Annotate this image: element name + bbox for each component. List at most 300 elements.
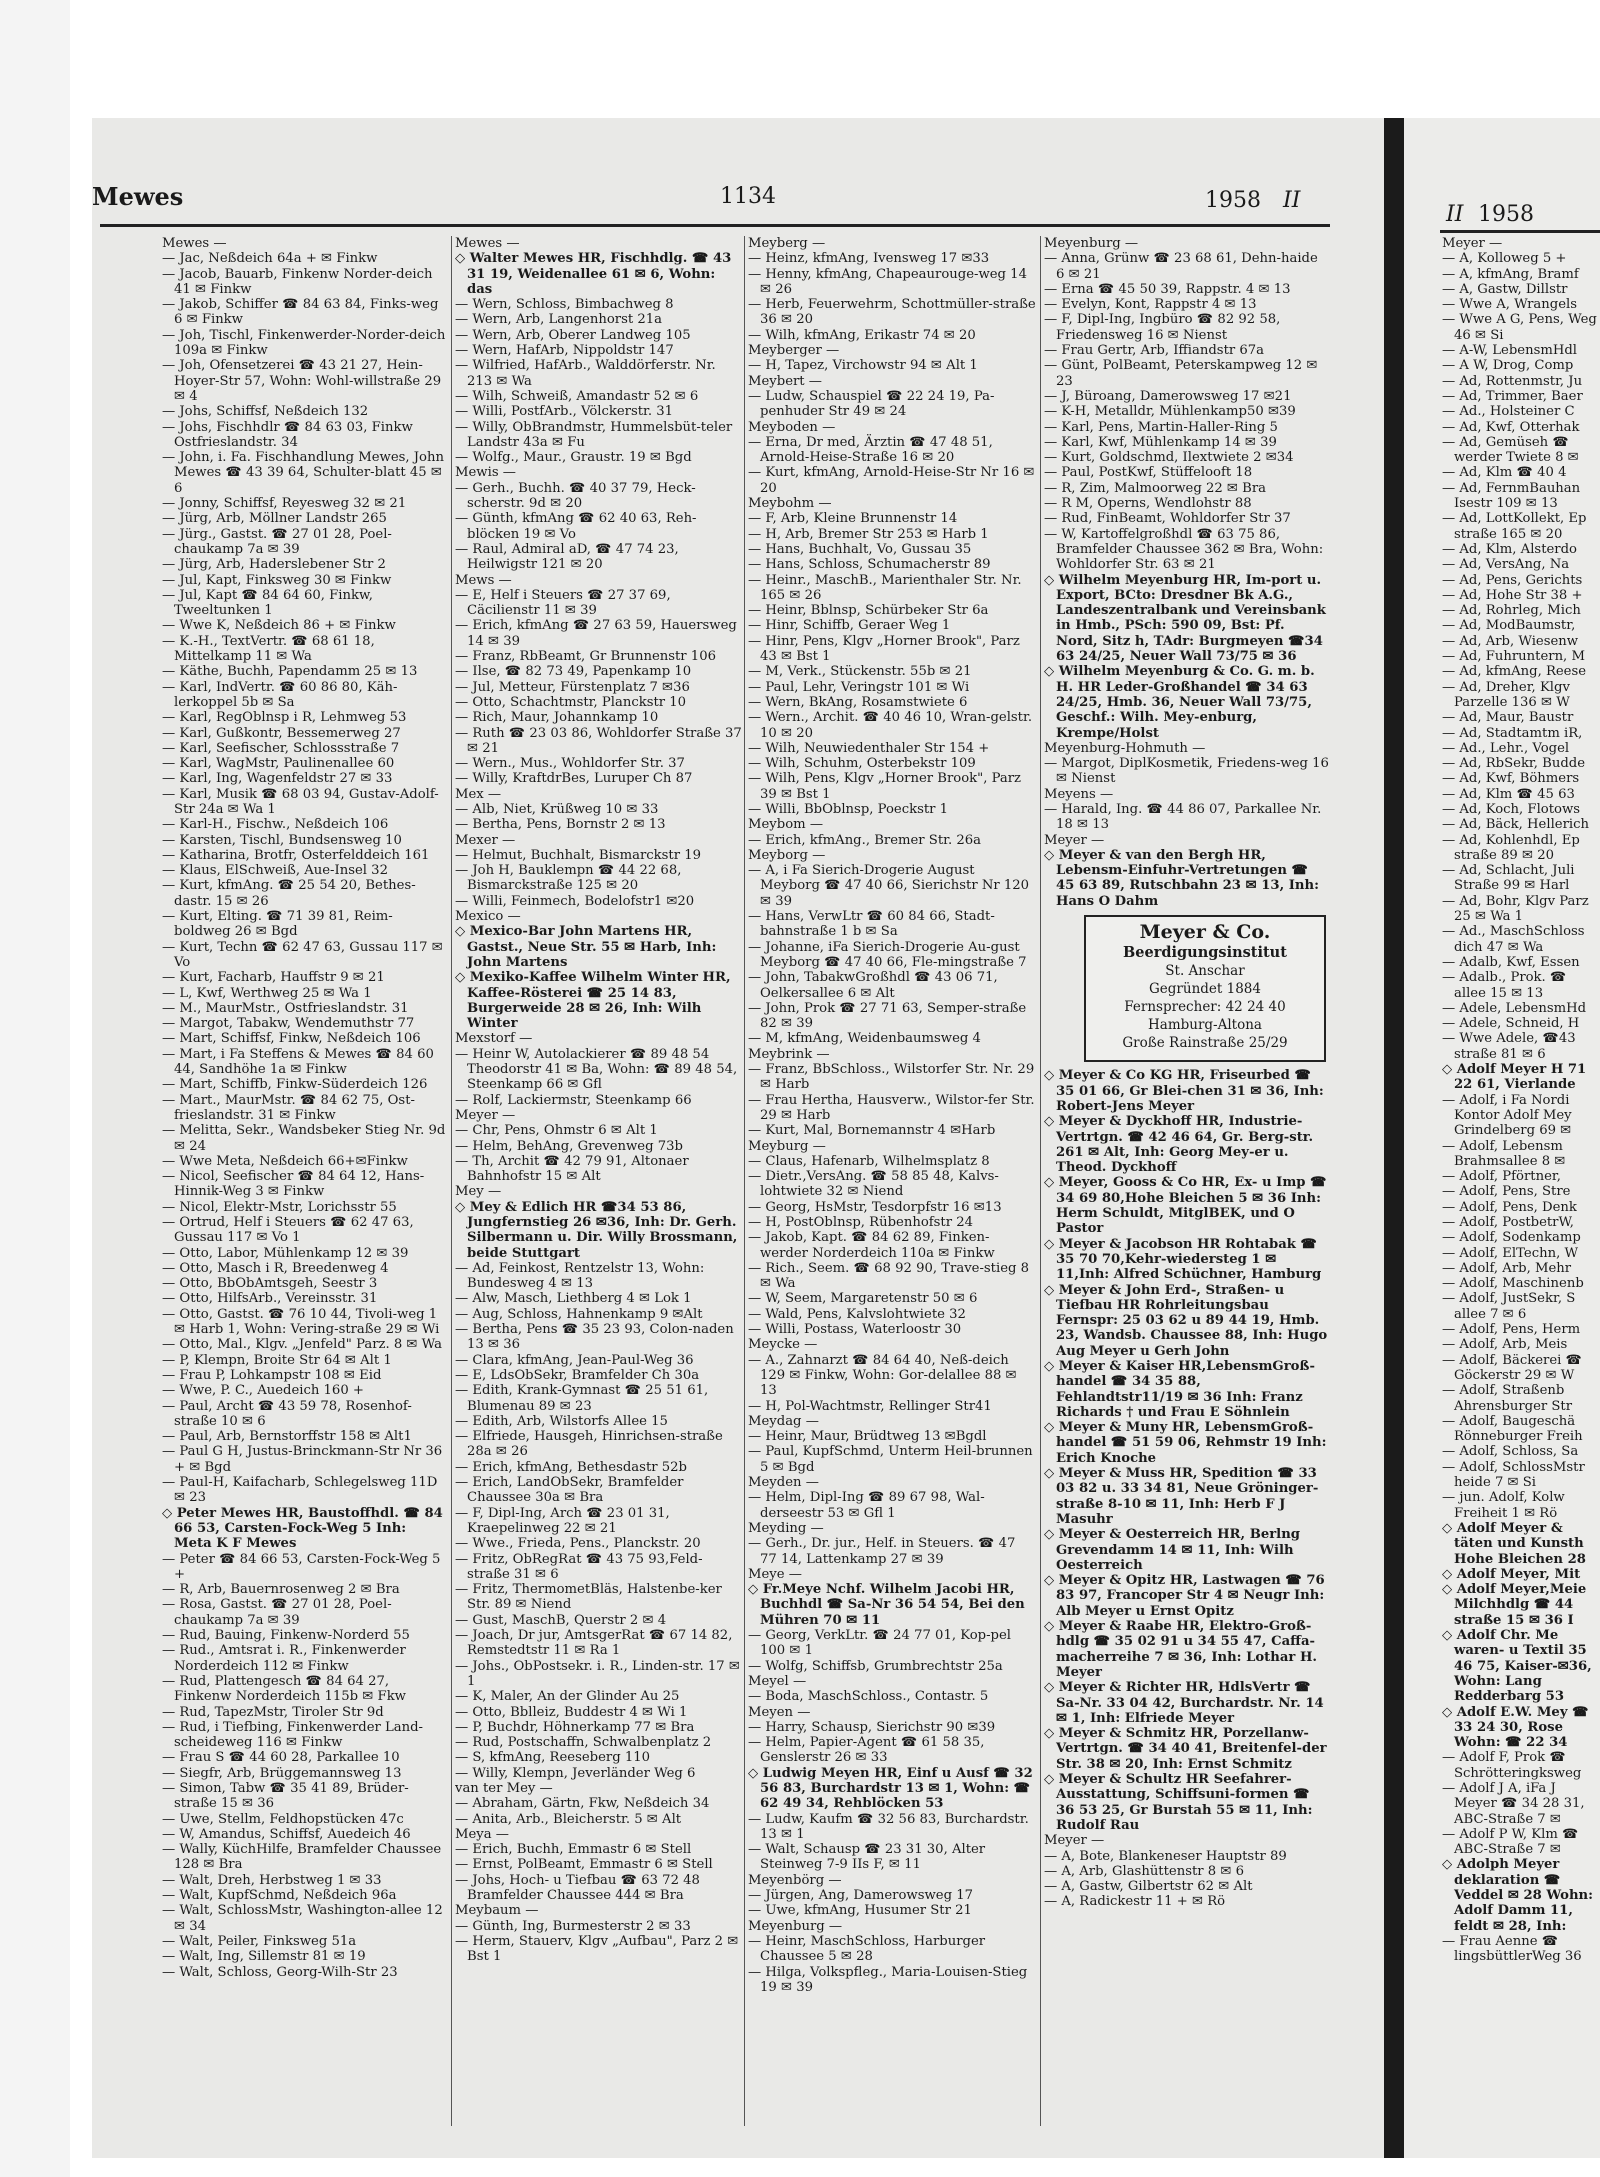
directory-entry: — W, Kartoffelgroßhdl ☎ 63 75 86, Bramfelder Chaussee 362 ✉ Bra, Wohn: Wohldorfer Str. 63 ✉ 21 <box>1044 526 1324 573</box>
directory-entry: — Raul, Admiral aD, ☎ 47 74 23, Heilwigstr 121 ✉ 20 <box>455 541 679 573</box>
directory-entry: — Melitta, Sekr., Wandsbeker Stieg Nr. 9d ✉ 24 <box>162 1123 446 1154</box>
directory-entry: ◇ Walter Mewes HR, Fischhdlg. ☎ 43 31 19, Weidenallee 61 ✉ 6, Wohn: das <box>455 251 732 297</box>
column-4-top <box>1044 236 1330 909</box>
directory-entry: ◇ Meyer & Jacobson HR Rohtabak ☎ 35 70 70,Kehr-wiedersteg 1 ✉ 11,Inh: Alfred Schüchner, Hamburg <box>1044 1236 1322 1283</box>
directory-entry: — Adolf, SchlossMstr heide 7 ✉ Si <box>1442 1459 1585 1491</box>
directory-entry: — Otto, Mal., Klgv. „Jenfeld" Parz. 8 ✉ Wa <box>162 1337 442 1353</box>
directory-entry: — Edith, Krank-Gymnast ☎ 25 51 61, Blumenau 89 ✉ 23 <box>455 1383 709 1414</box>
directory-entry: — Boda, MaschSchloss., Contastr. 5 <box>748 1689 989 1705</box>
column-4-bottom <box>1044 1068 1330 1909</box>
directory-entry: — Helm, BehAng, Grevenweg 73b <box>455 1138 683 1154</box>
directory-entry: — Frau Hertha, Hausverw., Wilstor-fer Str. 29 ✉ Harb <box>748 1092 1035 1123</box>
column-3 <box>748 236 1036 2136</box>
directory-entry: — Walt, Dreh, Herbstweg 1 ✉ 33 <box>162 1872 382 1888</box>
directory-entry: — Heinr, Maur, Brüdtweg 13 ✉Bgdl <box>748 1429 987 1445</box>
directory-entry: — K.-H., TextVertr. ☎ 68 61 18, Mittelkamp 11 ✉ Wa <box>162 633 375 665</box>
directory-entry: — Peter ☎ 84 66 53, Carsten-Fock-Weg 5 + <box>162 1551 441 1582</box>
directory-entry: — H, Tapez, Virchowstr 94 ✉ Alt 1 <box>748 358 978 374</box>
directory-entry: — Adolf P W, Klm ☎ ABC-Straße 7 ✉ <box>1442 1826 1579 1858</box>
directory-entry: — Heinr., MaschB., Marienthaler Str. Nr. 165 ✉ 26 <box>748 572 1022 603</box>
directory-entry: ◇ Meyer & Muss HR, Spedition ☎ 33 03 82 u. 33 34 81, Neue Gröninger-straße 8-10 ✉ 11, Inh: Herb F J Masuhr <box>1044 1466 1319 1527</box>
directory-entry: — Margot, DiplKosmetik, Friedens-weg 16 ✉ Nienst <box>1044 756 1329 787</box>
directory-entry: — Harry, Schausp, Sierichstr 90 ✉39 <box>748 1719 996 1735</box>
directory-entry: — Ad, Maur, Baustr <box>1442 710 1574 726</box>
directory-entry: — Katharina, Brotfr, Osterfelddeich 161 <box>162 847 430 863</box>
directory-entry: — Wwe K, Neßdeich 86 + ✉ Finkw <box>162 618 396 634</box>
surname-heading: Meyer — <box>1442 236 1503 251</box>
directory-entry: — Joh, Ofensetzerei ☎ 43 21 27, Hein-Hoyer-Str 57, Wohn: Wohl-willstraße 29 ✉ 4 <box>162 358 442 404</box>
directory-entry: — Ad, Rohrleg, Mich <box>1442 603 1581 619</box>
surname-heading: Meyboden — <box>748 419 836 435</box>
directory-entry: — M, Verk., Stückenstr. 55b ✉ 21 <box>748 664 972 680</box>
directory-entry: — Rosa, Gastst. ☎ 27 01 28, Poel-chaukamp 7a ✉ 39 <box>162 1597 392 1628</box>
directory-entry: — Wwe A G, Pens, Weg 46 ✉ Si <box>1442 312 1597 343</box>
directory-entry: — Walt, SchlossMstr, Washington-allee 12 ✉ 34 <box>162 1903 443 1934</box>
column-divider <box>1040 236 1041 2126</box>
directory-entry: — Kurt, Elting. ☎ 71 39 81, Reim-boldweg 26 ✉ Bgd <box>162 909 393 940</box>
directory-entry: — Walt, Schausp ☎ 23 31 30, Alter Steinweg 7-9 IIs F, ✉ 11 <box>748 1842 986 1873</box>
directory-entry: — Günth, Ing, Burmesterstr 2 ✉ 33 <box>455 1918 691 1934</box>
directory-entry: ◇ Adolf Meyer & täten und Kunsth Hohe Bleichen 28 <box>1442 1520 1586 1567</box>
directory-entry: — John, Prok ☎ 27 71 63, Semper-straße 82 ✉ 39 <box>748 1000 1027 1032</box>
directory-entry: ◇ Meyer, Gooss & Co HR, Ex- u Imp ☎ 34 69 80,Hohe Bleichen 5 ✉ 36 Inh: Herm Schuldt, MitglBEK, und O Pastor <box>1044 1175 1327 1237</box>
directory-entry: — Ad, Kwf, Böhmers <box>1442 771 1580 787</box>
directory-entry: ◇ Meyer & Richter HR, HdlsVertr ☎ Sa-Nr. 33 04 42, Burchardstr. Nr. 14 ✉ 1, Inh: Elfriede Meyer <box>1044 1680 1324 1726</box>
surname-heading: Meyberg — <box>748 236 826 251</box>
directory-entry: — Frau S ☎ 44 60 28, Parkallee 10 <box>162 1750 400 1766</box>
directory-entry: ◇ Fr.Meye Nchf. Wilhelm Jacobi HR, Buchhdl ☎ Sa-Nr 36 54 54, Bei den Mühren 70 ✉ 11 <box>748 1582 1025 1628</box>
directory-entry: — Joh H, Bauklempn ☎ 44 22 68, Bismarckstraße 125 ✉ 20 <box>455 863 682 894</box>
directory-entry: — Kurt, kfmAng. ☎ 25 54 20, Bethes-dastr. 15 ✉ 26 <box>162 878 416 909</box>
directory-entry: — Adolf, PostbetrW, <box>1442 1215 1574 1230</box>
directory-entry: — Jakob, Kapt. ☎ 84 62 89, Finken-werder Norderdeich 110a ✉ Finkw <box>748 1230 995 1261</box>
directory-entry: — Ludw, Schauspiel ☎ 22 24 19, Pa-penhuder Str 49 ✉ 24 <box>748 388 995 420</box>
surname-heading: Mexer — <box>455 832 516 848</box>
directory-entry: — A, Bote, Blankeneser Hauptstr 89 <box>1044 1848 1287 1864</box>
directory-entry: — F, Dipl-Ing, Arch ☎ 23 01 31, Kraepelinweg 22 ✉ 21 <box>455 1505 670 1536</box>
directory-entry: — H, Pol-Wachtmstr, Rellinger Str41 <box>748 1398 992 1414</box>
directory-entry: — Ad, Stadtamtm iR, <box>1442 725 1583 741</box>
directory-entry: — Ad, Trimmer, Baer <box>1442 388 1583 404</box>
directory-entry: — Chr, Pens, Ohmstr 6 ✉ Alt 1 <box>455 1123 658 1139</box>
directory-entry: — Jacob, Bauarb, Finkenw Norder-deich 41 ✉ Finkw <box>162 266 433 297</box>
directory-entry: — Kurt, Facharb, Hauffstr 9 ✉ 21 <box>162 970 385 986</box>
surname-heading: Meyens — <box>1044 786 1114 802</box>
directory-entry: — Adolf, Lebensm Brahmsallee 8 ✉ <box>1442 1138 1566 1169</box>
directory-entry: — Ad, VersAng, Na <box>1442 557 1570 573</box>
surname-heading: Meybaum — <box>455 1903 539 1919</box>
directory-entry: — J, Büroang, Damerowsweg 17 ✉21 <box>1044 388 1292 404</box>
directory-entry: — Jürg., Gastst. ☎ 27 01 28, Poel-chaukamp 7a ✉ 39 <box>162 526 392 557</box>
directory-entry: — Paul, KupfSchmd, Unterm Heil-brunnen 5 ✉ Bgd <box>748 1444 1033 1475</box>
directory-entry: — Walt, Peiler, Finksweg 51a <box>162 1933 357 1949</box>
directory-entry: — Heinr, Bblnsp, Schürbeker Str 6a <box>748 603 989 619</box>
header-year: 1958 <box>1205 188 1261 213</box>
surname-heading: Mewes — <box>162 236 227 251</box>
directory-entry: ◇ Wilhelm Meyenburg HR, Im-port u. Export, BCto: Dresdner Bk A.G., Landeszentralbank und Vereinsbank in Hmb., PSch: 590 09, Bst: Pf. Nord, Sitz h, TAdr: Burgmeyen ☎34 63 24/25, Neuer Wall 73/75 ✉ 36 <box>1044 572 1326 665</box>
ad-line: Große Rainstraße 25/29 <box>1122 1035 1288 1052</box>
directory-entry: ◇ Meyer & Dyckhoff HR, Industrie-Vertrtgn. ☎ 42 46 64, Gr. Berg-str. 261 ✉ Alt, Inh: Georg Mey-er u. Theod. Dyckhoff <box>1044 1114 1314 1176</box>
directory-entry: — Mart, Schiffsf, Finkw, Neßdeich 106 <box>162 1031 421 1047</box>
directory-entry: — Wald, Pens, Kalvslohtwiete 32 <box>748 1306 966 1322</box>
directory-entry: — Wilh, kfmAng, Erikastr 74 ✉ 20 <box>748 327 976 343</box>
directory-entry: — Gerh., Dr. jur., Helf. in Steuers. ☎ 47 77 14, Lattenkamp 27 ✉ 39 <box>748 1536 1016 1567</box>
directory-entry: — H, Arb, Bremer Str 253 ✉ Harb 1 <box>748 526 989 542</box>
directory-entry: — Karl-H., Fischw., Neßdeich 106 <box>162 817 389 833</box>
directory-entry: — Alb, Niet, Krüßweg 10 ✉ 33 <box>455 801 659 817</box>
directory-entry: ◇ Adolph Meyer deklaration ☎ Veddel ✉ 28 Wohn: Adolf Damm 11, feldt ✉ 28, Inh: <box>1442 1857 1594 1934</box>
directory-entry: — A, Kolloweg 5 + <box>1442 251 1567 267</box>
directory-entry: — K, Maler, An der Glinder Au 25 <box>455 1689 680 1705</box>
surname-heading: Meydag — <box>748 1413 819 1429</box>
directory-entry: — Johs, Schiffsf, Neßdeich 132 <box>162 404 369 420</box>
directory-entry: — A, Gastw, Gilbertstr 62 ✉ Alt <box>1044 1879 1253 1895</box>
directory-entry: — Ad, Kwf, Otterhak <box>1442 419 1580 435</box>
directory-entry: — Adolf, JustSekr, S allee 7 ✉ 6 <box>1442 1291 1576 1322</box>
directory-entry: — Gust, MaschB, Querstr 2 ✉ 4 <box>455 1612 667 1628</box>
directory-entry: — jun. Adolf, Kolw Freiheit 1 ✉ Rö <box>1442 1490 1565 1521</box>
directory-entry: — Adolf, Pförtner, <box>1442 1169 1561 1185</box>
directory-entry: — Rud, FinBeamt, Wohldorfer Str 37 <box>1044 511 1291 527</box>
column-2 <box>455 236 742 2136</box>
directory-entry: — Hinr, Pens, Klgv „Horner Brook", Parz 43 ✉ Bst 1 <box>748 633 1020 665</box>
directory-entry: — Wern, HafArb, Nippoldstr 147 <box>455 343 674 359</box>
surname-heading: Mexstorf — <box>455 1031 533 1047</box>
directory-entry: — Bertha, Pens ☎ 35 23 93, Colon-naden 13 ✉ 36 <box>455 1322 734 1353</box>
directory-entry: — Erich, kfmAng ☎ 27 63 59, Hauersweg 14 ✉ 39 <box>455 618 737 649</box>
directory-entry: — Ad, Koch, Flotows <box>1442 801 1581 817</box>
directory-entry: — Helm, Papier-Agent ☎ 61 58 35, Genslerstr 26 ✉ 33 <box>748 1735 985 1766</box>
directory-entry: — Georg, VerkLtr. ☎ 24 77 01, Kop-pel 100 ✉ 1 <box>748 1628 1012 1659</box>
directory-entry: — Joach, Dr jur, AmtsgerRat ☎ 67 14 82, Remstedtstr 11 ✉ Ra 1 <box>455 1628 733 1659</box>
directory-entry: — Jul, Kapt ☎ 84 64 60, Finkw, Tweeltunken 1 <box>162 587 373 619</box>
directory-entry: ◇ Adolf Meyer, Mit <box>1442 1566 1581 1582</box>
directory-entry: — R M, Operns, Wendlohstr 88 <box>1044 496 1252 512</box>
directory-entry: — Paul, Arb, Bernstorffstr 158 ✉ Alt1 <box>162 1429 412 1445</box>
directory-entry: — Paul-H, Kaifacharb, Schlegelsweg 11D ✉ 23 <box>162 1475 438 1506</box>
directory-entry: — Klaus, ElSchweiß, Aue-Insel 32 <box>162 863 388 879</box>
directory-entry: ◇ Mey & Edlich HR ☎34 53 86, Jungfernstieg 26 ✉36, Inh: Dr. Gerh. Silbermann u. Dir. Willy Brossmann, beide Stuttgart <box>455 1199 738 1261</box>
directory-entry: — A, i Fa Sierich-Drogerie August Meyborg ☎ 47 40 66, Sierichstr Nr 120 ✉ 39 <box>748 863 1030 909</box>
facing-header-rule <box>1440 230 1600 233</box>
directory-entry: — Th, Archit ☎ 42 79 91, Altonaer Bahnhofstr 15 ✉ Alt <box>455 1153 689 1185</box>
directory-entry: — Adolf, Baugeschä Rönneburger Freih <box>1442 1413 1583 1445</box>
surname-heading: Mex — <box>455 786 502 802</box>
surname-heading: Meybohm — <box>748 496 832 512</box>
directory-entry: — Mart, Schiffb, Finkw-Süderdeich 126 <box>162 1077 428 1093</box>
directory-entry: — Willi, Feinmech, Bodelofstr1 ✉20 <box>455 893 695 909</box>
directory-entry: — Wern, BkAng, Rosamstwiete 6 <box>748 694 968 710</box>
surname-heading: Meyenburg-Hohmuth — <box>1044 740 1206 756</box>
directory-entry: — Adolf, Sodenkamp <box>1442 1230 1581 1246</box>
directory-entry: ◇ Meyer & van den Bergh HR, Lebensm-Einfuhr-Vertretungen ☎ 45 63 89, Rutschbahn 23 ✉ 13, Inh: Hans O Dahm <box>1044 847 1319 909</box>
directory-entry: — A W, Drog, Comp <box>1442 358 1574 374</box>
directory-entry: — Adolf, Pens, Denk <box>1442 1199 1577 1215</box>
directory-entry: — Franz, BbSchloss., Wilstorfer Str. Nr. 29 ✉ Harb <box>748 1062 1035 1093</box>
directory-entry: — Ad, Rottenmstr, Ju <box>1442 373 1583 389</box>
directory-entry: ◇ Wilhelm Meyenburg & Co. G. m. b. H. HR Leder-Großhandel ☎ 34 63 24/25, Hmb. 36, Neuer Wall 73/75, Geschf.: Wilh. Mey-enburg, Krempe/Holst <box>1044 664 1315 741</box>
directory-entry: — Mart, i Fa Steffens & Mewes ☎ 84 60 44, Sandhöhe 1a ✉ Finkw <box>162 1046 434 1078</box>
directory-entry: — Jürg, Arb, Haderslebener Str 2 <box>162 557 386 573</box>
directory-entry: — Adolf F, Prok ☎ Schrötteringksweg <box>1442 1750 1582 1781</box>
directory-entry: — Adolf, Pens, Stre <box>1442 1184 1571 1200</box>
directory-entry: — Karl, Kwf, Mühlenkamp 14 ✉ 39 <box>1044 434 1277 450</box>
directory-entry: — Wilfried, HafArb., Walddörferstr. Nr. 213 ✉ Wa <box>455 358 716 389</box>
directory-entry: — Ad, Fuhruntern, M <box>1442 649 1585 665</box>
directory-entry: — Ortrud, Helf i Steuers ☎ 62 47 63, Gussau 117 ✉ Vo 1 <box>162 1215 414 1246</box>
directory-entry: ◇ Meyer & Schmitz HR, Porzellanw-Vertrtgn. ☎ 34 40 41, Breitenfel-der Str. 38 ✉ 20, Inh: Ernst Schmitz <box>1044 1726 1327 1772</box>
directory-entry: — Ad, Pens, Gerichts <box>1442 572 1583 588</box>
directory-entry: — Hans, Buchhalt, Vo, Gussau 35 <box>748 541 972 557</box>
directory-entry: — Hans, Schloss, Schumacherstr 89 <box>748 557 991 573</box>
directory-entry: — Kurt, Goldschmd, Ilextwiete 2 ✉34 <box>1044 450 1294 466</box>
directory-entry: — Adolf, Bäckerei ☎ Göckerstr 29 ✉ W <box>1442 1352 1582 1383</box>
facing-column <box>1442 236 1600 2136</box>
directory-entry: — Erich, kfmAng, Bethesdastr 52b <box>455 1459 687 1475</box>
column-1 <box>162 236 447 2136</box>
directory-entry: — Ad, Arb, Wiesenw <box>1442 633 1579 649</box>
directory-entry: — Willy, ObBrandmstr, Hummelsbüt-teler Landstr 43a ✉ Fu <box>455 419 733 450</box>
directory-entry: — Herb, Feuerwehrm, Schottmüller-straße 36 ✉ 20 <box>748 297 1036 328</box>
ad-line: Gegründet 1884 <box>1149 981 1261 998</box>
header-rule <box>100 224 1330 227</box>
directory-entry: — Johanne, iFa Sierich-Drogerie Au-gust Meyborg ☎ 47 40 66, Fle-mingstraße 7 <box>748 939 1027 970</box>
directory-entry: — Aug, Schloss, Hahnenkamp 9 ✉Alt <box>455 1306 703 1322</box>
directory-entry: — Otto, HilfsArb., Vereinsstr. 31 <box>162 1291 378 1307</box>
directory-entry: — Kurt, Techn ☎ 62 47 63, Gussau 117 ✉ Vo <box>162 939 443 970</box>
directory-entry: — Ad, Klm, Alsterdo <box>1442 541 1577 557</box>
ad-subtitle: Beerdigungsinstitut <box>1123 944 1287 962</box>
directory-entry: — Helmut, Buchhalt, Bismarckstr 19 <box>455 847 701 863</box>
directory-entry: — Wilh, Schuhm, Osterbekstr 109 <box>748 756 976 772</box>
directory-entry: — Karl, Gußkontr, Bessemerweg 27 <box>162 725 401 741</box>
surname-heading: Meyer — <box>1044 1833 1105 1849</box>
directory-entry: — Johs., ObPostsekr. i. R., Linden-str. 17 ✉ 1 <box>455 1658 740 1689</box>
directory-entry: — Johs, Hoch- u Tiefbau ☎ 63 72 48 Bramfelder Chaussee 444 ✉ Bra <box>455 1872 700 1904</box>
directory-entry: — Wern, Schloss, Bimbachweg 8 <box>455 297 674 313</box>
directory-entry: — Alw, Masch, Liethberg 4 ✉ Lok 1 <box>455 1291 692 1307</box>
directory-entry: — Karl, Ing, Wagenfeldstr 27 ✉ 33 <box>162 771 393 787</box>
directory-entry: — Ad, Bäck, Hellerich <box>1442 817 1589 833</box>
directory-entry: — Erich, kfmAng., Bremer Str. 26a <box>748 832 982 848</box>
directory-entry: — Herm, Stauerv, Klgv „Aufbau", Parz 2 ✉ Bst 1 <box>455 1933 739 1965</box>
directory-entry: — F, Arb, Kleine Brunnenstr 14 <box>748 511 958 527</box>
directory-entry: — Otto, Bblleiz, Buddestr 4 ✉ Wi 1 <box>455 1704 688 1720</box>
surname-heading: Meyden — <box>748 1475 819 1491</box>
ad-title: Meyer & Co. <box>1139 921 1271 944</box>
page-number: 1134 <box>720 184 776 209</box>
directory-entry: — Wwe A, Wrangels <box>1442 297 1577 313</box>
surname-heading: Meybert — <box>748 373 822 389</box>
directory-entry: — Nicol, Seefischer ☎ 84 64 12, Hans-Hinnik-Weg 3 ✉ Finkw <box>162 1169 425 1200</box>
directory-entry: — Adolf J A, iFa J Meyer ☎ 34 28 31, ABC-Straße 7 ✉ <box>1442 1780 1585 1827</box>
surname-heading: Meyer — <box>455 1107 516 1123</box>
directory-entry: — Frau Aenne ☎ lingsbüttlerWeg 36 <box>1442 1933 1582 1965</box>
surname-heading: Meye — <box>748 1566 802 1582</box>
surname-heading: Meyel — <box>748 1673 807 1689</box>
surname-heading: Meyberger — <box>748 343 840 359</box>
surname-heading: Meyding — <box>748 1520 824 1536</box>
directory-entry: — F, Dipl-Ing, Ingbüro ☎ 82 92 58, Friedensweg 16 ✉ Nienst <box>1044 312 1281 343</box>
directory-entry: — Paul, PostKwf, Stüffelooft 18 <box>1044 465 1253 481</box>
directory-entry: — Edith, Arb, Wilstorfs Allee 15 <box>455 1413 668 1429</box>
directory-entry: — Fritz, ThermometBläs, Halstenbe-ker Str. 89 ✉ Niend <box>455 1582 722 1613</box>
directory-entry: — Mart., MaurMstr. ☎ 84 62 75, Ost-frieslandstr. 31 ✉ Finkw <box>162 1092 415 1123</box>
directory-entry: — Ludw, Kaufm ☎ 32 56 83, Burchardstr. 13 ✉ 1 <box>748 1811 1029 1842</box>
directory-entry: — Joh, Tischl, Finkenwerder-Norder-deich 109a ✉ Finkw <box>162 327 446 359</box>
directory-entry: — Käthe, Buchh, Papendamm 25 ✉ 13 <box>162 664 418 680</box>
directory-entry: — Adolf, i Fa Nordi Kontor Adolf Mey Grindelberg 69 ✉ <box>1442 1092 1572 1139</box>
directory-entry: — K-H, Metalldr, Mühlenkamp50 ✉39 <box>1044 404 1296 420</box>
directory-entry: — Adolf, Straßenb Ahrensburger Str <box>1442 1383 1573 1414</box>
directory-entry: — Erna ☎ 45 50 39, Rappstr. 4 ✉ 13 <box>1044 281 1291 297</box>
directory-entry: — A, Arb, Glashüttenstr 8 ✉ 6 <box>1044 1863 1244 1879</box>
directory-entry: — A, Radickestr 11 + ✉ Rö <box>1044 1894 1226 1910</box>
directory-entry: ◇ Adolf Meyer H 71 22 61, Vierlande <box>1442 1062 1587 1093</box>
directory-entry: — E, LdsObSekr, Bramfelder Ch 30a <box>455 1367 700 1383</box>
directory-entry: — Günth, kfmAng ☎ 62 40 63, Reh-blöcken 19 ✉ Vo <box>455 511 697 542</box>
ad-line: St. Anschar <box>1165 963 1245 980</box>
directory-entry: — Ad, Gemüseh ☎ werder Twiete 8 ✉ <box>1442 434 1579 466</box>
directory-entry: — Ilse, ☎ 82 73 49, Papenkamp 10 <box>455 664 692 680</box>
directory-entry: — Nicol, Elektr-Mstr, Lorichsstr 55 <box>162 1199 397 1215</box>
directory-entry: — Ad, FernmBauhan Isestr 109 ✉ 13 <box>1442 480 1581 512</box>
directory-entry: — Ruth ☎ 23 03 86, Wohldorfer Straße 37 ✉ 21 <box>455 725 742 756</box>
directory-entry: — Günt, PolBeamt, Peterskampweg 12 ✉ 23 <box>1044 358 1318 389</box>
directory-entry: — Ad, Klm ☎ 40 4 <box>1442 465 1567 481</box>
surname-heading: Mexico — <box>455 909 521 925</box>
directory-entry: — Rud., Amtsrat i. R., Finkenwerder Norderdeich 112 ✉ Finkw <box>162 1643 406 1674</box>
directory-entry: — Ad, LottKollekt, Ep straße 165 ✉ 20 <box>1442 511 1587 542</box>
ad-line: Fernsprecher: 42 24 40 <box>1124 999 1286 1016</box>
directory-entry: — Wally, KüchHilfe, Bramfelder Chaussee 128 ✉ Bra <box>162 1842 442 1873</box>
directory-entry: — Jürgen, Ang, Damerowsweg 17 <box>748 1888 973 1904</box>
directory-entry: — R, Arb, Bauernrosenweg 2 ✉ Bra <box>162 1582 400 1598</box>
directory-entry: — Wwe Meta, Neßdeich 66+✉Finkw <box>162 1153 408 1169</box>
directory-entry: — Wwe., Frieda, Pens., Planckstr. 20 <box>455 1536 701 1552</box>
surname-heading: Mey — <box>455 1184 502 1200</box>
directory-entry: — Adolf, Arb, Meis <box>1442 1337 1568 1353</box>
directory-entry: — Ad, Schlacht, Juli Straße 99 ✉ Harl <box>1442 863 1575 894</box>
facing-header-volume: II <box>1446 202 1464 227</box>
directory-entry: — Wilh, Pens, Klgv „Horner Brook", Parz 39 ✉ Bst 1 <box>748 771 1021 802</box>
column-divider <box>451 236 452 2126</box>
surname-heading: Meyenburg — <box>1044 236 1139 251</box>
directory-entry: — Anita, Arb., Bleicherstr. 5 ✉ Alt <box>455 1811 682 1827</box>
directory-entry: — Franz, RbBeamt, Gr Brunnenstr 106 <box>455 649 716 665</box>
directory-entry: — Willy, Klempn, Jeverländer Weg 6 <box>455 1765 696 1781</box>
directory-entry: — Rich, Maur, Johannkamp 10 <box>455 710 659 726</box>
directory-entry: — R, Zim, Malmoorweg 22 ✉ Bra <box>1044 480 1267 496</box>
directory-entry: — Uwe, Stellm, Feldhopstücken 47c <box>162 1811 404 1827</box>
directory-entry: — Wolfg., Maur., Graustr. 19 ✉ Bgd <box>455 450 692 466</box>
directory-entry: — Karl, Pens, Martin-Haller-Ring 5 <box>1044 419 1278 435</box>
directory-entry: — Ad, RbSekr, Budde <box>1442 756 1586 772</box>
directory-entry: — Hilga, Volkspfleg., Maria-Louisen-Stieg 19 ✉ 39 <box>748 1964 1028 1995</box>
directory-entry: ◇ Meyer & John Erd-, Straßen- u Tiefbau HR Rohrleitungsbau Fernspr: 25 03 62 u 89 44 19, Hmb. 23, Wandsb. Chaussee 88, Inh: Hugo Aug Meyer u Gerh John <box>1044 1282 1328 1359</box>
directory-entry: — Paul, Lehr, Veringstr 101 ✉ Wi <box>748 679 970 695</box>
directory-entry: ◇ Meyer & Raabe HR, Elektro-Groß-hdlg ☎ 35 02 91 u 34 55 47, Caffa-macherreihe 7 ✉ 36, Inh: Lothar H. Meyer <box>1044 1619 1318 1680</box>
directory-entry: — M, kfmAng, Weidenbaumsweg 4 <box>748 1031 981 1047</box>
directory-entry: ◇ Mexico-Bar John Martens HR, Gastst., Neue Str. 55 ✉ Harb, Inh: John Martens <box>455 924 717 970</box>
scan-margin <box>0 0 70 2177</box>
directory-entry: — A, kfmAng, Bramf <box>1442 266 1579 282</box>
column-divider <box>744 236 745 2126</box>
directory-entry: — Erich, LandObSekr, Bramfelder Chaussee 30a ✉ Bra <box>455 1475 684 1506</box>
directory-entry: — Ad., Lehr., Vogel <box>1442 740 1570 756</box>
directory-entry: ◇ Meyer & Oesterreich HR, Berlng Grevendamm 14 ✉ 11, Inh: Wilh Oesterreich <box>1044 1527 1301 1573</box>
directory-entry: ◇ Meyer & Muny HR, LebensmGroß-handel ☎ 51 59 06, Rehmstr 19 Inh: Erich Knoche <box>1044 1420 1327 1466</box>
directory-entry: — Paul G H, Justus-Brinckmann-Str Nr 36 + ✉ Bgd <box>162 1444 443 1475</box>
facing-header-year: 1958 <box>1478 202 1534 227</box>
directory-entry: — Erich, Buchh, Emmastr 6 ✉ Stell <box>455 1842 692 1858</box>
directory-entry: — Walt, Schloss, Georg-Wilh-Str 23 <box>162 1964 398 1980</box>
directory-entry: — Ad, Kohlenhdl, Ep straße 89 ✉ 20 <box>1442 832 1580 863</box>
directory-entry: — Wern, Arb, Oberer Landweg 105 <box>455 327 691 343</box>
directory-entry: — John, TabakwGroßhdl ☎ 43 06 71, Oelkersallee 6 ✉ Alt <box>748 970 998 1001</box>
directory-entry: — Rud, TapezMstr, Tiroler Str 9d <box>162 1704 384 1720</box>
directory-entry: — Adele, Schneid, H <box>1442 1016 1580 1032</box>
surname-heading: Meya — <box>455 1826 509 1842</box>
directory-entry: — Willy, KraftdrBes, Luruper Ch 87 <box>455 771 693 787</box>
header-volume: II <box>1283 188 1301 213</box>
surname-heading: Meyenburg — <box>748 1918 843 1934</box>
surname-heading: Meyen — <box>748 1704 811 1720</box>
directory-entry: — Adolf, Schloss, Sa <box>1442 1444 1579 1460</box>
surname-heading: Mews — <box>455 572 512 588</box>
directory-entry: ◇ Peter Mewes HR, Baustoffhdl. ☎ 84 66 53, Carsten-Fock-Weg 5 Inh: Meta K F Mewes <box>162 1505 443 1552</box>
directory-entry: — Rud, Postschaffn, Schwalbenplatz 2 <box>455 1735 712 1751</box>
directory-entry: ◇ Meyer & Kaiser HR,LebensmGroß-handel ☎ 34 35 88, Fehlandtstr11/19 ✉ 36 Inh: Franz Richards † und Frau E Söhnlein <box>1044 1359 1315 1420</box>
directory-entry: — Ernst, PolBeamt, Emmastr 6 ✉ Stell <box>455 1857 713 1873</box>
directory-entry: — Willi, Postass, Waterloostr 30 <box>748 1322 962 1338</box>
directory-entry: — Willi, PostfArb., Völckerstr. 31 <box>455 404 674 420</box>
directory-entry: — Wern, Arb, Langenhorst 21a <box>455 312 662 328</box>
directory-entry: — Walt, KupfSchmd, Neßdeich 96a <box>162 1888 397 1904</box>
surname-heading: Meyenbörg — <box>748 1872 842 1888</box>
directory-entry: — Adolf, Arb, Mehr <box>1442 1260 1572 1276</box>
directory-entry: — Heinr, MaschSchloss, Harburger Chaussee 5 ✉ 28 <box>748 1933 986 1965</box>
directory-entry: — Karl, WagMstr, Paulinenallee 60 <box>162 756 395 772</box>
directory-entry: — Abraham, Gärtn, Fkw, Neßdeich 34 <box>455 1796 710 1812</box>
directory-entry: — Karl, RegOblnsp i R, Lehmweg 53 <box>162 710 407 726</box>
directory-entry: — Adalb, Kwf, Essen <box>1442 954 1580 970</box>
directory-entry: — Ad, Feinkost, Rentzelstr 13, Wohn: Bundesweg 4 ✉ 13 <box>455 1260 705 1292</box>
running-head: Mewes <box>92 182 184 211</box>
directory-entry: ◇ Meyer & Schultz HR Seefahrer-Ausstattung, Schiffsuni-formen ☎ 36 53 25, Gr Burstah 55 ✉ 11, Inh: Rudolf Rau <box>1044 1772 1313 1833</box>
directory-entry: — Fritz, ObRegRat ☎ 43 75 93,Feld-straße 31 ✉ 6 <box>455 1551 703 1582</box>
directory-entry: — P, Buchdr, Höhnerkamp 77 ✉ Bra <box>455 1719 695 1735</box>
surname-heading: Mewes — <box>455 236 520 251</box>
directory-entry: — Hinr, Schiffb, Geraer Weg 1 <box>748 618 951 634</box>
directory-entry: — A., Zahnarzt ☎ 84 64 40, Neß-deich 129 ✉ Finkw, Wohn: Gor-delallee 88 ✉ 13 <box>748 1352 1017 1399</box>
directory-entry: — Claus, Hafenarb, Wilhelmsplatz 8 <box>748 1153 990 1169</box>
directory-entry: — Ad, Dreher, Klgv Parzelle 136 ✉ W <box>1442 679 1570 710</box>
directory-entry: — Siegfr, Arb, Brüggemannsweg 13 <box>162 1765 402 1781</box>
directory-entry: — Gerh., Buchh. ☎ 40 37 79, Heck-scherstr. 9d ✉ 20 <box>455 480 696 512</box>
directory-entry: — Ad., MaschSchloss dich 47 ✉ Wa <box>1442 924 1585 955</box>
directory-entry: — Anna, Grünw ☎ 23 68 61, Dehn-haide 6 ✉ 21 <box>1044 251 1318 282</box>
directory-entry: — Ad, Klm ☎ 45 63 <box>1442 786 1575 802</box>
directory-entry: — Paul, Archt ☎ 43 59 78, Rosenhof-straße 10 ✉ 6 <box>162 1398 412 1429</box>
directory-entry: — P, Klempn, Broite Str 64 ✉ Alt 1 <box>162 1352 392 1368</box>
surname-heading: van ter Mey — <box>455 1780 553 1796</box>
directory-entry: — Heinz, kfmAng, Ivensweg 17 ✉33 <box>748 251 990 267</box>
directory-entry: — Ad, Bohr, Klgv Parz 25 ✉ Wa 1 <box>1442 893 1589 925</box>
directory-entry: — Wwe, P. C., Auedeich 160 + <box>162 1383 364 1399</box>
directory-entry: — John, i. Fa. Fischhandlung Mewes, John Mewes ☎ 43 39 64, Schulter-blatt 45 ✉ 6 <box>162 450 444 496</box>
directory-entry: — Margot, Tabakw, Wendemuthstr 77 <box>162 1016 415 1032</box>
